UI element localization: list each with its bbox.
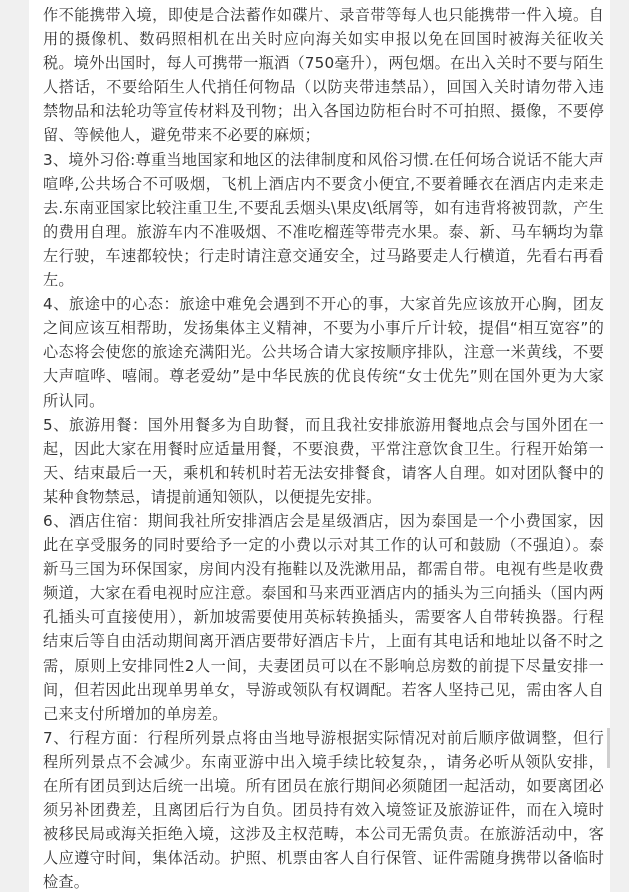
paragraph-itinerary: 7、行程方面：行程所列景点将由当地导游根据实际情况对前后顺序做调整，但行程所列景点不会减少。东南亚游中出入境手续比较复杂，，请务必听从领队安排，在所有团员到达后统一出境。所有团员在旅行期间必须随团一起活动，如要离团必须另补团费差，且离团后行为自负。团员持有效入境签证及旅游证件，而在入境时被移民局或海关拒绝入境，这涉及主权范畴，本公司无需负责。在旅游活动中，客人应遵守时间，集体活动。护照、机票由客人自行保管、证件需随身携带以备临时检查。: [43, 728, 604, 892]
document-page: [29, 0, 610, 892]
paragraph-meals: 5、旅游用餐：国外用餐多为自助餐，而且我社安排旅游用餐地点会与国外团在一起，因此大家在用餐时应适量用餐，不要浪费，平常注意饮食卫生。行程开始第一天、结束最后一天，乘机和转机时若无法安排餐食，请客人自理。如对团队餐中的某种食物禁忌，请提前通知领队，以便提先安排。: [43, 415, 604, 506]
document-body: [43, 3, 604, 892]
paragraph-hotel: 6、酒店住宿：期间我社所安排酒店会是星级酒店，因为泰国是一个小费国家，因此在享受服务的同时要给予一定的小费以示对其工作的认可和鼓励（不强迫）。泰新马三国为环保国家，房间内没有拖鞋以及洗漱用品，都需自带。电视有些是收费频道，大家在看电视时应注意。泰国和马来西亚酒店内的插头为三向插头（国内两孔插头可直接使用），新加坡需要使用英标转换插头，需要客人自带转换器。行程结束后等自由活动期间离开酒店要带好酒店卡片，上面有其电话和地址以备不时之需，原则上安排同性2人一间，夫妻团员可以在不影响总房数的前提下尽量安排一间，但若因此出现单男单女，导游或领队有权调配。若客人坚持己见，需由客人自己来支付所增加的单房差。: [43, 511, 604, 723]
scroll-indicator: [607, 728, 610, 768]
paragraph-customs-continued: 作不能携带入境，即使是合法蓄作如碟片、录音带等每人也只能携带一件入境。自用的摄像机、数码照相机在出关时应向海关如实申报以免在回国时被海关征收关税。境外出国时，每人可携带一瓶酒（750毫升），两包烟。在出入关时不要与陌生人搭话，不要给陌生人代捎任何物品（以防夹带违禁品），回国入关时请勿带入违禁物品和法轮功等宣传材料及刊物；出入各国边防柜台时不可拍照、摄像，不要停留、等候他人，避免带来不必要的麻烦；: [43, 6, 604, 145]
paragraph-local-customs: 3、境外习俗:尊重当地国家和地区的法律制度和风俗习惯.在任何场合说话不能大声喧哗,公共场合不可吸烟，飞机上酒店内不要贪小便宜,不要着睡衣在酒店内走来走去.东南亚国家比较注重卫生,不要乱丢烟头\果皮\纸屑等，如有违背将被罚款，产生的费用自理。旅游车内不准吸烟、不准吃榴莲等带壳水果。泰、新、马车辆均为靠左行驶，车速都较快；行走时请注意交通安全，过马路要走人行横道，先看右再看左。: [43, 150, 604, 290]
paragraph-travel-mindset: 4、旅途中的心态：旅途中难免会遇到不开心的事，大家首先应该放开心胸，团友之间应该互相帮助，发扬集体主义精神，不要为小事斤斤计较，提倡“相互宽容”的心态将会使您的旅途充满阳光。公共场合请大家按顺序排队，注意一米黄线，不要大声喧哗、嘻闹。尊老爱幼”是中华民族的优良传统“女士优先”则在国外更为大家所认同。: [43, 295, 604, 410]
